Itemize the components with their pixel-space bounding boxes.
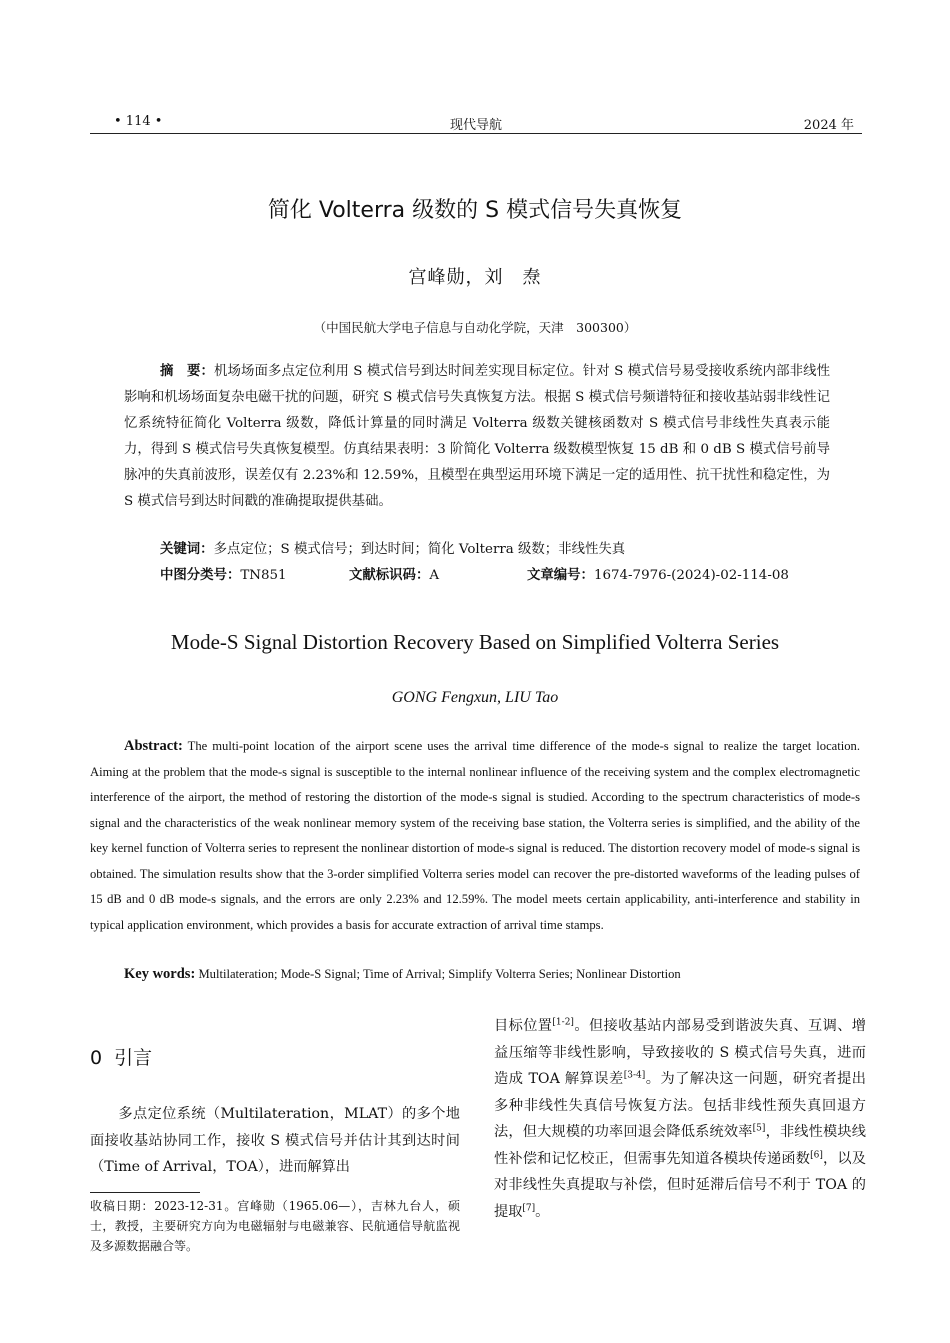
- title-chinese: 简化 Volterra 级数的 S 模式信号失真恢复: [267, 198, 683, 223]
- running-header: [90, 114, 862, 134]
- article-number-label: 文章编号：: [527, 568, 594, 583]
- doc-code-label: 文献标识码：: [349, 568, 430, 583]
- doc-code: [349, 563, 439, 589]
- keywords-chinese: [160, 537, 625, 563]
- keywords-english: [124, 962, 681, 988]
- body-column-right: [494, 1013, 866, 1225]
- authors-chinese: 宫峰勋，刘 焘: [408, 267, 542, 288]
- clc-value: TN851: [240, 568, 287, 583]
- doc-code-value: A: [429, 568, 440, 583]
- header-rule: [90, 133, 862, 134]
- citation: [5]: [752, 1123, 766, 1134]
- keywords-chinese-label: 关键词：: [160, 542, 214, 557]
- citation: [3-4]: [623, 1070, 646, 1081]
- abstract-chinese-text: 机场场面多点定位利用 S 模式信号到达时间差实现目标定位。针对 S 模式信号易受接收系统内部非线性影响和机场场面复杂电磁干扰的问题，研究 S 模式信号失真恢复方法。根据 S 模式信号频谱特征和接收基站弱非线性记忆系统特征简化 Volterra 级数，降低计算量的同时满足 Volterra 级数关键核函数对 S 模式信号非线性失真表示能力，得到 S 模式信号失真恢复模型。仿真结果表明：3 阶简化 Volterra 级数模型恢复 15 dB 和 0 dB S 模式信号前导脉冲的失真前波形，误差仅有 2.23%和 12.59%，且模型在典型运用环境下满足一定的适用性、抗干扰性和稳定性，为 S 模式信号到达时间戳的准确提取提供基础。: [124, 364, 830, 509]
- abstract-chinese: [124, 359, 830, 515]
- abstract-english: [90, 734, 860, 938]
- citation: [7]: [522, 1202, 536, 1213]
- body-text: 目标位置: [494, 1018, 553, 1034]
- body-text: 。: [535, 1203, 550, 1220]
- title-english: Mode-S Signal Distortion Recovery Based on Simplified Volterra Series: [170, 630, 780, 654]
- abstract-english-text: The multi-point location of the airport scene uses the arrival time difference of the mode-s signal to realize the target location. Aiming at the problem that the mode-s signal is susceptible to the internal nonlinear influence of the receiving system and the complex electromagnetic interference of the airport, the method of restoring the distortion of the mode-s signal is studied. According to the spectrum characteristics of mode-s signal and the characteristics of the weak nonlinear memory system of the receiving base station, the Volterra series is simplified, and the ability of the key kernel function of Volterra series to represent the nonlinear distortion of mode-s signal is reduced. The distortion recovery model of mode-s signal is obtained. The simulation results show that the 3-order simplified Volterra series model can recover the pre-distorted waveforms of the leading pulses of 15 dB and 0 dB mode-s signals, and the errors are only 2.23% and 12.59%. The model meets certain applicability, anti-interference and stability in typical application environment, which provides a basis for accurate extraction of arrival time stamps.: [90, 739, 860, 932]
- body-text: ，非线性模块线性补偿和记忆校正，但需事先知道各模块传递函数: [494, 1124, 866, 1167]
- section-title: 引言: [114, 1047, 153, 1069]
- page-number: • 114 •: [114, 114, 163, 129]
- citation: [1-2]: [552, 1017, 574, 1028]
- keywords-english-label: Key words:: [124, 966, 196, 982]
- citation: [6]: [810, 1149, 823, 1160]
- keywords-english-text: Multilateration; Mode-S Signal; Time of Arrival; Simplify Volterra Series; Nonlinear Distortion: [198, 967, 681, 981]
- authors-english: GONG Fengxun, LIU Tao: [391, 689, 559, 706]
- journal-name: 现代导航: [449, 118, 502, 133]
- section-heading: [90, 1043, 152, 1070]
- article-number-value: 1674-7976-(2024)-02-114-08: [593, 568, 789, 583]
- clc-label: 中图分类号：: [160, 568, 241, 583]
- body-text: ，以及对非线性失真提取与补偿，但时延滞后信号不利于 TOA 的提取: [494, 1150, 866, 1220]
- body-paragraph: 多点定位系统（Multilateration，MLAT）的多个地面接收基站协同工作，接收 S 模式信号并估计其到达时间（Time of Arrival，TOA），进而解算出: [90, 1106, 460, 1175]
- footnote: 收稿日期：2023-12-31。宫峰勋（1965.06—），吉林九台人，硕士，教授，主要研究方向为电磁辐射与电磁兼容、民航通信导航监视及多源数据融合等。: [90, 1199, 460, 1253]
- body-text: 。但接收基站内部易受到谐波失真、互调、增益压缩等非线性影响，导致接收的 S 模式信号失真，进而造成 TOA 解算误差: [494, 1018, 866, 1087]
- section-number: 0: [90, 1047, 103, 1069]
- footnote-rule: [90, 1192, 200, 1193]
- body-text: 。为了解决这一问题，研究者提出多种非线性失真信号恢复方法。包括非线性预失真回退方法，但大规模的功率回退会降低系统效率: [494, 1071, 866, 1140]
- body-column-left: [90, 1101, 460, 1181]
- issue-year: 2024 年: [803, 118, 854, 133]
- article-number: [527, 563, 789, 589]
- clc-number: [160, 563, 287, 589]
- keywords-chinese-text: 多点定位；S 模式信号；到达时间；简化 Volterra 级数；非线性失真: [213, 542, 626, 557]
- affiliation-chinese: （中国民航大学电子信息与自动化学院，天津 300300）: [313, 320, 637, 335]
- abstract-english-label: Abstract:: [124, 738, 183, 754]
- abstract-chinese-label: 摘 要：: [160, 364, 214, 379]
